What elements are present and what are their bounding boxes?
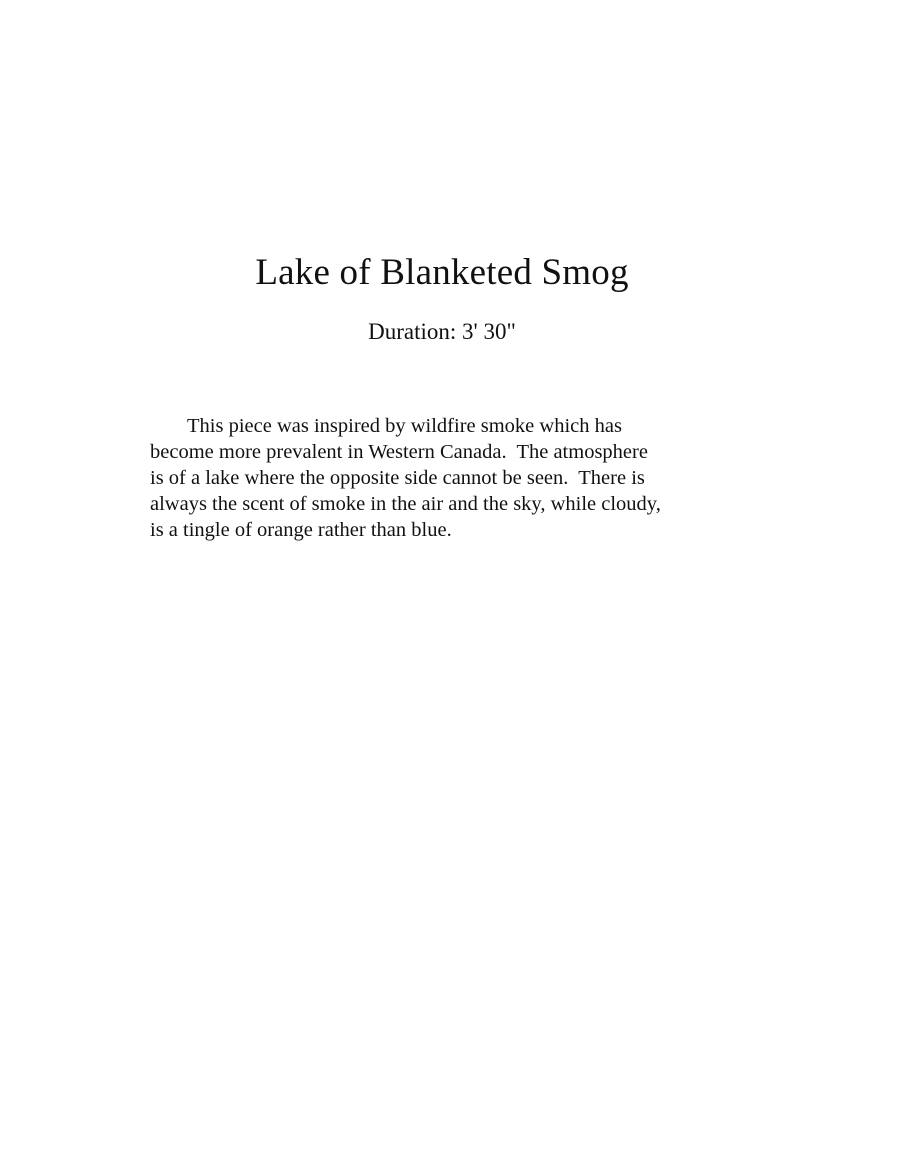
piece-title: Lake of Blanketed Smog xyxy=(255,252,629,293)
program-note-line: always the scent of smoke in the air and the sky, while cloudy, xyxy=(150,493,661,515)
program-note-line: is a tingle of orange rather than blue. xyxy=(150,519,452,541)
piece-duration: Duration: 3' 30" xyxy=(368,319,516,344)
program-note-line: become more prevalent in Western Canada. The atmosphere xyxy=(150,441,648,463)
program-note xyxy=(150,413,750,543)
program-note-line: This piece was inspired by wildfire smoke which has xyxy=(187,415,622,437)
program-note-line: is of a lake where the opposite side cannot be seen. There is xyxy=(150,467,645,489)
